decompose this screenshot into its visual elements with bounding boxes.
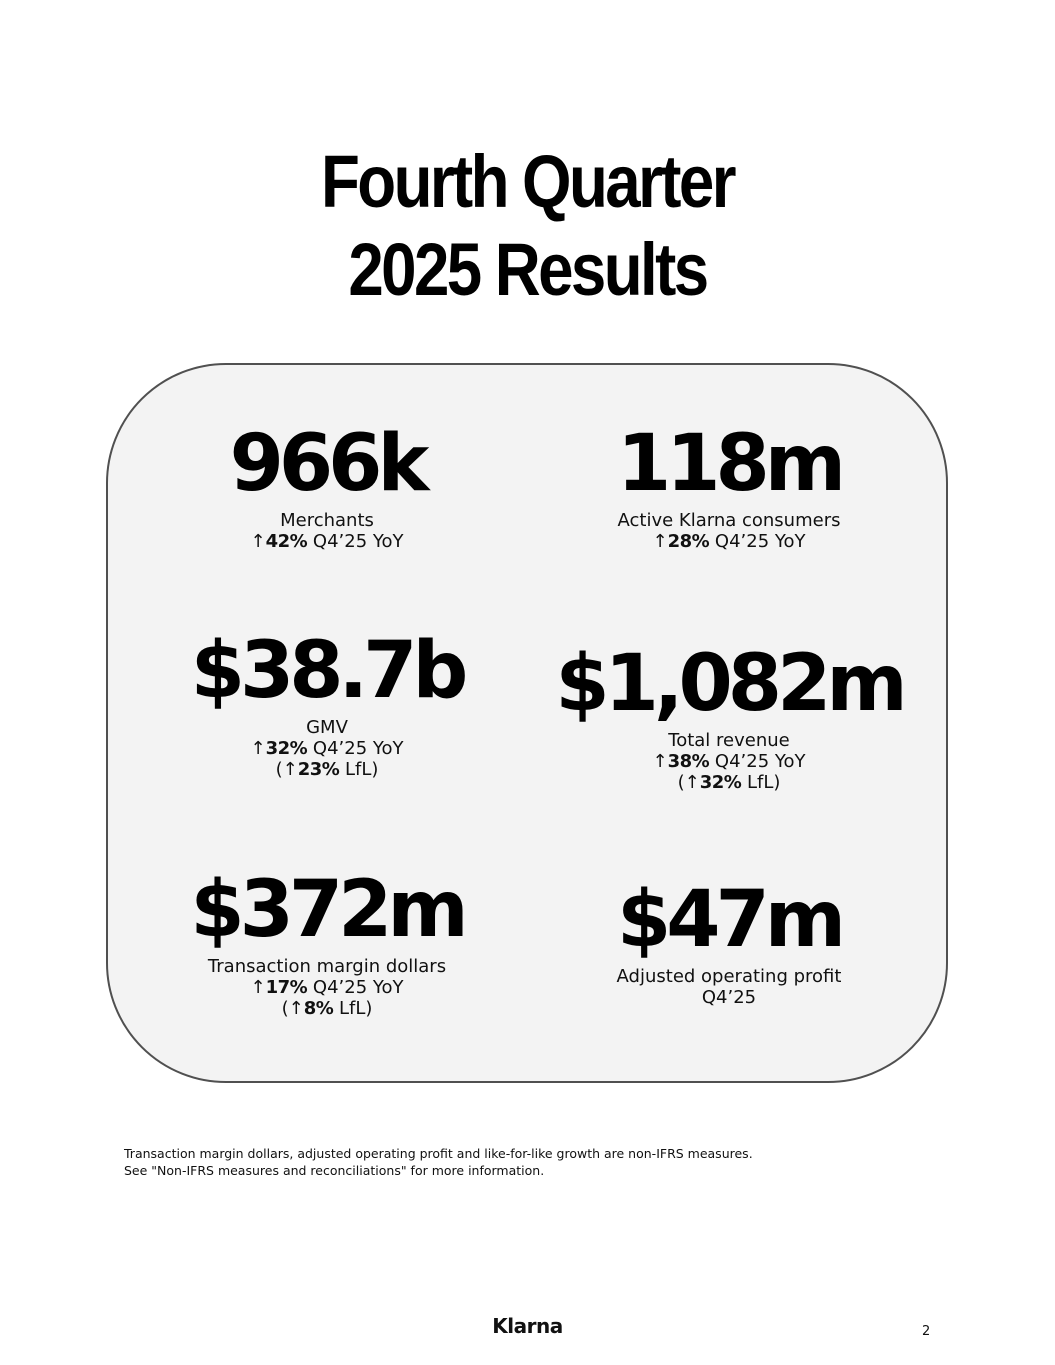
stat-gmv-lfl-line <box>117 759 537 780</box>
stat-gmv-lfl-growth: 23% <box>297 759 340 780</box>
stat-transaction-margin-period: Q4’25 YoY <box>307 977 404 998</box>
up-arrow-icon: ↑ <box>652 751 668 772</box>
stat-revenue-growth: 38% <box>667 751 710 772</box>
stat-merchants-period: Q4’25 YoY <box>307 531 404 552</box>
stat-merchants-value: 966k <box>229 419 425 509</box>
stat-gmv <box>117 625 537 780</box>
page-title <box>74 138 981 314</box>
stat-adjusted-operating-profit-label: Adjusted operating profit <box>616 966 842 987</box>
stat-revenue-lfl-close: LfL) <box>741 772 781 793</box>
stat-revenue-period: Q4’25 YoY <box>709 751 806 772</box>
stat-adjusted-operating-profit <box>519 874 939 1008</box>
stat-revenue <box>519 638 939 793</box>
stat-transaction-margin-lfl-line <box>117 998 537 1019</box>
up-arrow-icon: ↑ <box>250 738 266 759</box>
stat-gmv-label: GMV <box>306 717 348 738</box>
stat-consumers-growth: 28% <box>667 531 710 552</box>
stat-consumers-value: 118m <box>616 419 842 509</box>
stat-revenue-value: $1,082m <box>555 639 903 729</box>
stat-gmv-growth: 32% <box>265 738 308 759</box>
stat-transaction-margin-growth: 17% <box>265 977 308 998</box>
stat-gmv-lfl-close: LfL) <box>339 759 379 780</box>
stat-merchants-label: Merchants <box>280 510 374 531</box>
stat-transaction-margin-lfl-growth: 8% <box>303 998 334 1019</box>
title-line-1: Fourth Quarter <box>320 140 734 223</box>
stat-consumers-growth-line <box>519 531 939 552</box>
stat-transaction-margin-growth-line <box>117 977 537 998</box>
stat-transaction-margin <box>117 864 537 1019</box>
up-arrow-icon: ↑ <box>250 531 266 552</box>
stat-gmv-period: Q4’25 YoY <box>307 738 404 759</box>
stat-gmv-value: $38.7b <box>190 626 464 716</box>
stat-transaction-margin-lfl-close: LfL) <box>333 998 373 1019</box>
stat-transaction-margin-lfl-open: (↑ <box>281 998 304 1019</box>
stat-revenue-lfl-open: (↑ <box>677 772 700 793</box>
stat-merchants <box>117 418 537 552</box>
title-line-2: 2025 Results <box>348 228 707 311</box>
stat-adjusted-operating-profit-period: Q4’25 <box>701 987 757 1008</box>
stat-revenue-label: Total revenue <box>668 730 790 751</box>
stat-revenue-lfl-growth: 32% <box>699 772 742 793</box>
stat-transaction-margin-label: Transaction margin dollars <box>207 956 447 977</box>
stat-gmv-lfl-open: (↑ <box>275 759 298 780</box>
stat-merchants-growth-line <box>117 531 537 552</box>
klarna-logo: Klarna <box>492 1314 563 1338</box>
stat-transaction-margin-value: $372m <box>190 865 464 955</box>
footnote <box>124 1145 753 1179</box>
stat-revenue-growth-line <box>519 751 939 772</box>
stat-revenue-lfl-line <box>519 772 939 793</box>
stat-gmv-growth-line <box>117 738 537 759</box>
stat-consumers-label: Active Klarna consumers <box>617 510 841 531</box>
stat-consumers <box>519 418 939 552</box>
page-number: 2 <box>922 1324 931 1339</box>
up-arrow-icon: ↑ <box>652 531 668 552</box>
stat-consumers-period: Q4’25 YoY <box>709 531 806 552</box>
footnote-line-1: Transaction margin dollars, adjusted operating profit and like-for-like growth are non-IFRS measures. <box>124 1146 753 1161</box>
stat-adjusted-operating-profit-value: $47m <box>616 875 842 965</box>
up-arrow-icon: ↑ <box>250 977 266 998</box>
footnote-line-2: See "Non-IFRS measures and reconciliations" for more information. <box>124 1163 545 1178</box>
stat-merchants-growth: 42% <box>265 531 308 552</box>
